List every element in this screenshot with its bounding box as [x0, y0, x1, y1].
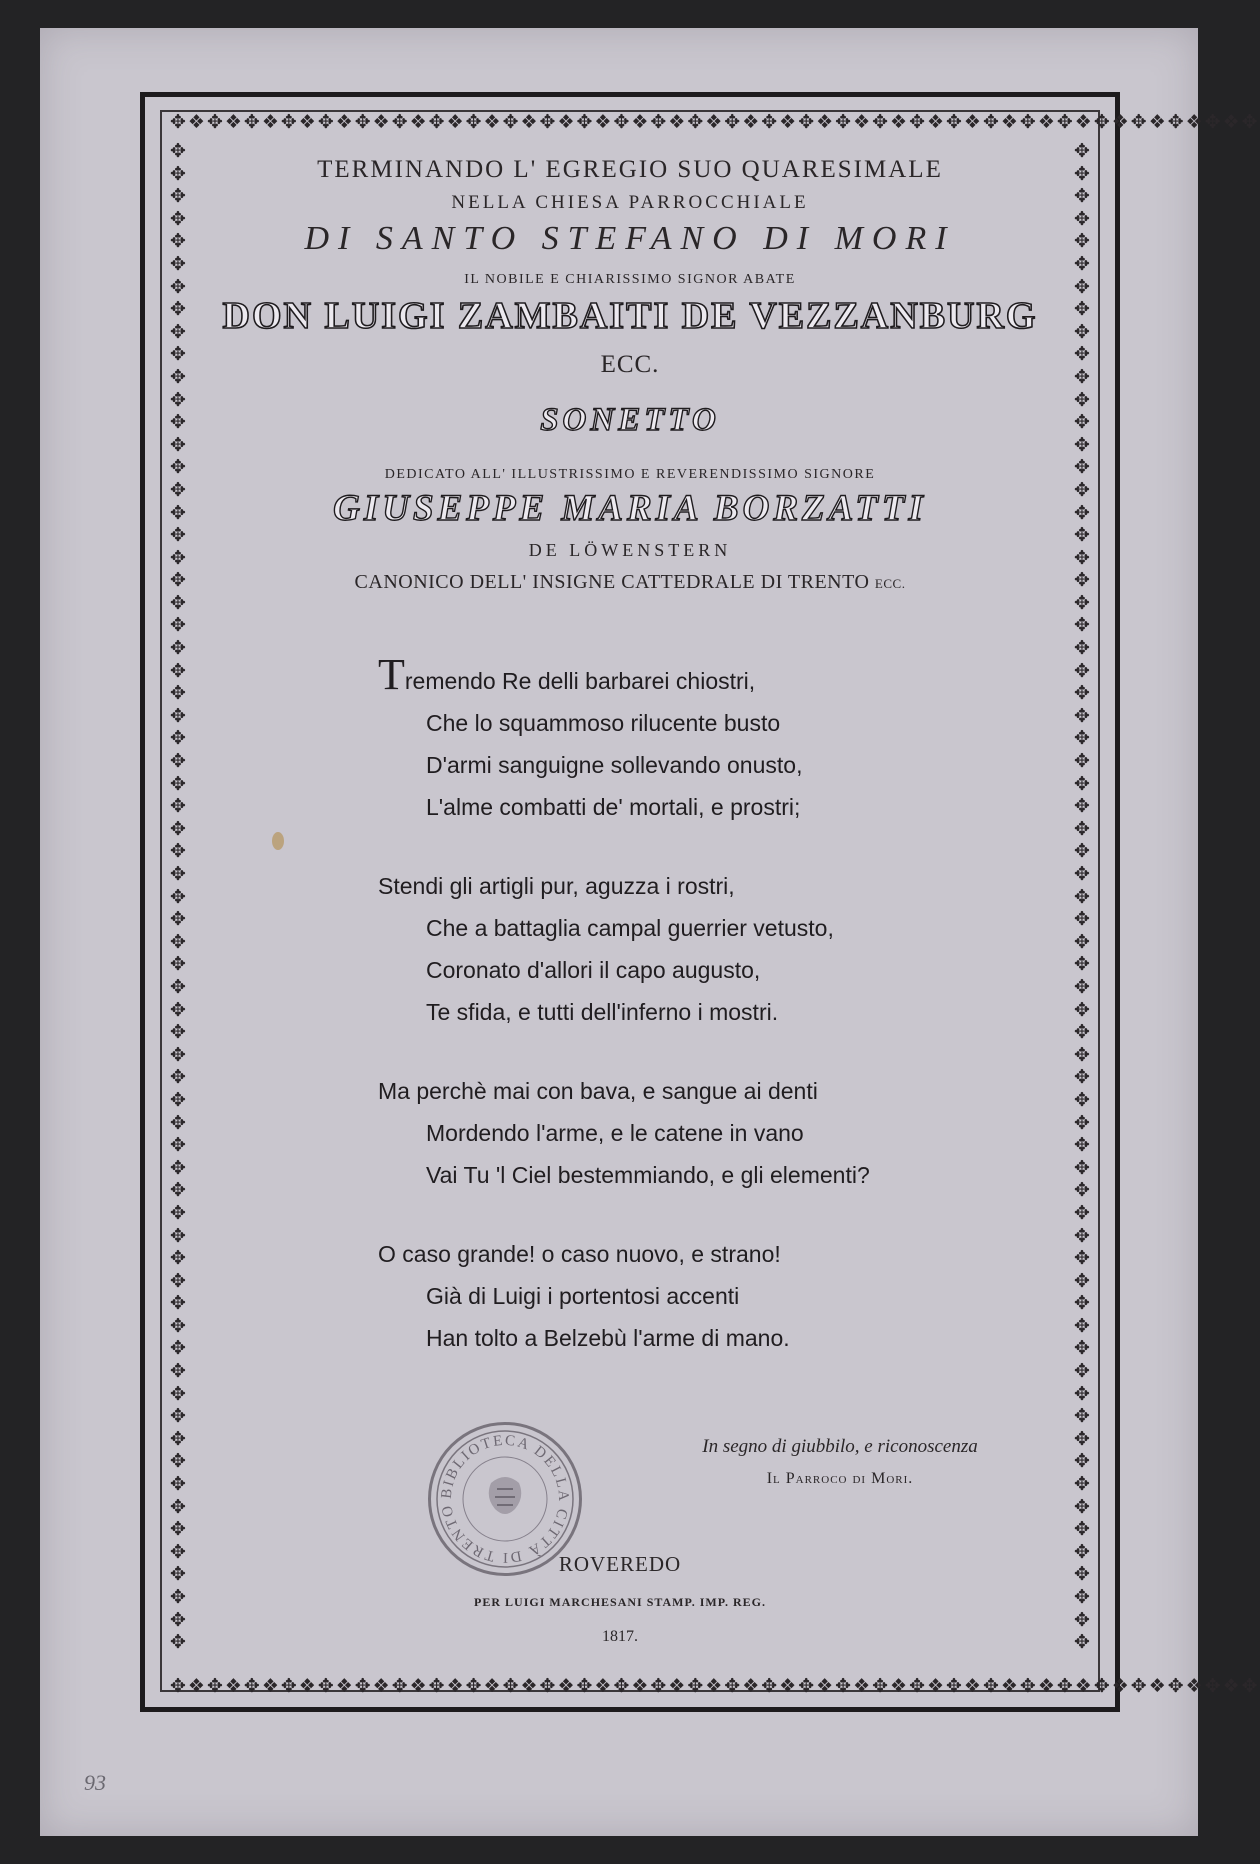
poem-title: SONETTO: [540, 402, 720, 438]
poem-line: Han tolto a Belzebù l'arme di mano.: [426, 1325, 790, 1351]
header-line-2: NELLA CHIESA PARROCCHIALE: [451, 192, 809, 213]
imprint-city: ROVEREDO: [558, 1552, 682, 1576]
header-line-4: IL NOBILE E CHIARISSIMO SIGNOR ABATE: [464, 272, 796, 287]
stanza-4: [378, 1233, 1018, 1359]
ornament-right-column: ✥✥✥✥✥✥✥✥✥✥✥✥✥✥✥✥✥✥✥✥✥✥✥✥✥✥✥✥✥✥✥✥✥✥✥✥✥✥✥✥✥✥✥✥✥✥✥✥✥✥✥✥✥✥✥✥✥✥✥✥✥✥✥✥✥✥✥: [1074, 140, 1090, 1654]
poem-line: Te sfida, e tutti dell'inferno i mostri.: [426, 999, 779, 1025]
dedicatee-title-text: CANONICO DELL' INSIGNE CATTEDRALE DI TRENTO: [354, 571, 870, 593]
margin-note: 93: [84, 1770, 106, 1795]
title-block: [200, 150, 1060, 594]
honoree-name: [200, 294, 1060, 382]
ornament-left-column: ✥✥✥✥✥✥✥✥✥✥✥✥✥✥✥✥✥✥✥✥✥✥✥✥✥✥✥✥✥✥✥✥✥✥✥✥✥✥✥✥✥✥✥✥✥✥✥✥✥✥✥✥✥✥✥✥✥✥✥✥✥✥✥✥✥✥✥: [170, 140, 186, 1654]
poem-line: Ma perchè mai con bava, e sangue ai denti: [378, 1078, 818, 1104]
poem-line: Mordendo l'arme, e le catene in vano: [426, 1120, 804, 1146]
stanza-2: [378, 865, 1018, 1033]
stamp-text: BIBLIOTECA DELLA CITTÀ DI TRENTO: [438, 1432, 572, 1566]
honoree-suffix: ECC.: [600, 351, 660, 378]
poem-line: D'armi sanguigne sollevando onusto,: [426, 752, 803, 778]
imprint-printer: PER LUIGI MARCHESANI STAMP. IMP. REG.: [474, 1595, 766, 1609]
header-line-3: DI SANTO STEFANO DI MORI: [304, 220, 956, 257]
stanza-3: [378, 1070, 1018, 1196]
dedication-block: [640, 1436, 1040, 1488]
imprint-year: 1817.: [602, 1628, 638, 1645]
sonnet: [378, 650, 1018, 1396]
drop-cap: T: [378, 650, 405, 699]
signature: Il Parroco di Mori.: [766, 1470, 914, 1487]
dedicatee-title: [200, 571, 1060, 594]
dedicatee-title-suffix: ECC.: [874, 576, 906, 591]
imprint-block: [400, 1552, 840, 1646]
dedicatee-intro: DEDICATO ALL' ILLUSTRISSIMO E REVERENDISSIMO SIGNORE: [384, 467, 876, 482]
poem-line: Vai Tu 'l Ciel bestemmiando, e gli elementi?: [426, 1162, 870, 1188]
honoree-name-text: DON LUIGI ZAMBAITI DE VEZZANBURG: [222, 295, 1038, 337]
poem-line: Coronato d'allori il capo augusto,: [426, 957, 761, 983]
poem-line: Che a battaglia campal guerrier vetusto,: [426, 915, 834, 941]
header-line-1: TERMINANDO L' EGREGIO SUO QUARESIMALE: [317, 156, 943, 183]
poem-line: L'alme combatti de' mortali, e prostri;: [426, 794, 801, 820]
stanza-1: [378, 650, 1018, 828]
poem-line-text: remendo Re delli barbarei chiostri,: [404, 668, 756, 694]
ornament-bottom-row: ✥❖✥❖✥❖✥❖✥❖✥❖✥❖✥❖✥❖✥❖✥❖✥❖✥❖✥❖✥❖✥❖✥❖✥❖✥❖✥❖✥❖✥❖✥❖✥❖✥❖✥❖✥❖✥❖✥❖✥: [170, 1675, 1260, 1697]
poem-line: O caso grande! o caso nuovo, e strano!: [378, 1241, 781, 1267]
library-stamp-icon: [431, 1425, 579, 1573]
poem-line: Che lo squammoso rilucente busto: [426, 710, 781, 736]
poem-line: Già di Luigi i portentosi accenti: [426, 1283, 740, 1309]
dedicatee-family: DE LÖWENSTERN: [528, 540, 732, 560]
poem-line: Stendi gli artigli pur, aguzza i rostri,: [378, 873, 735, 899]
poem-line: [378, 650, 1018, 702]
dedication-line: In segno di giubbilo, e riconoscenza: [702, 1436, 978, 1457]
dedicatee-name: GIUSEPPE MARIA BORZATTI: [333, 488, 927, 529]
ornament-top-row: ✥❖✥❖✥❖✥❖✥❖✥❖✥❖✥❖✥❖✥❖✥❖✥❖✥❖✥❖✥❖✥❖✥❖✥❖✥❖✥❖✥❖✥❖✥❖✥❖✥❖✥❖✥❖✥❖✥❖✥: [170, 111, 1260, 133]
